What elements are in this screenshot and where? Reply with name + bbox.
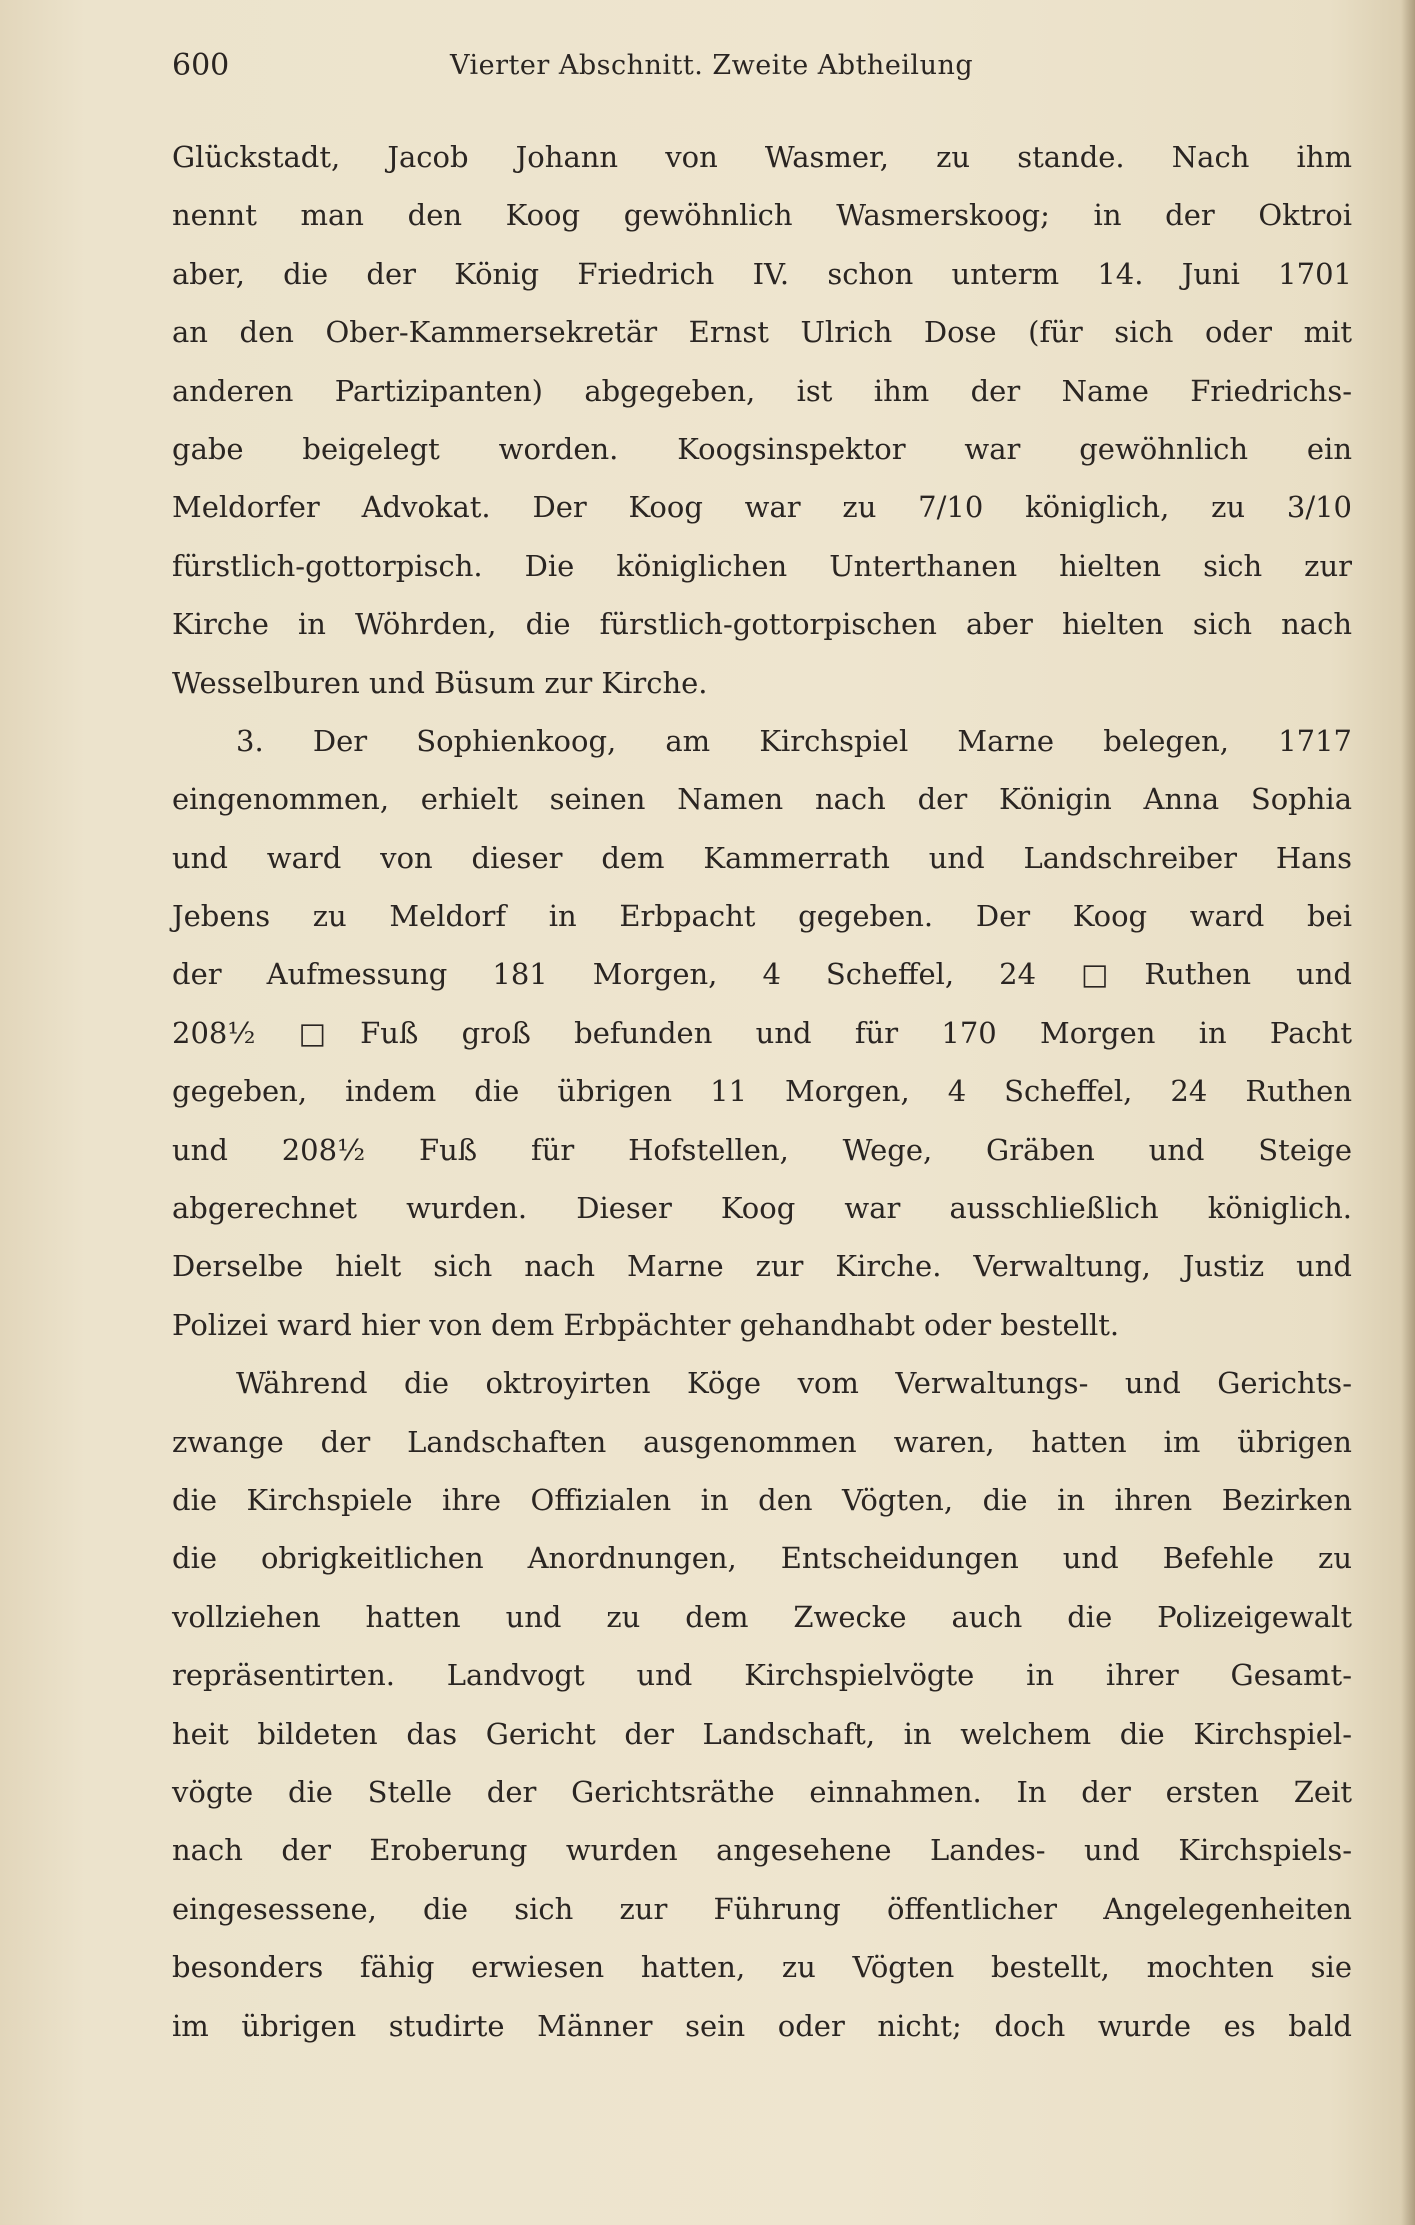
- text-line: Wesselburen und Büsum zur Kirche.: [172, 665, 708, 700]
- text-line: besonders fähig erwiesen hatten, zu Vögten bestellt, mochten sie: [172, 1950, 1352, 1985]
- text-line: gegeben, indem die übrigen 11 Morgen, 4 Scheffel, 24 Ruthen: [172, 1074, 1352, 1109]
- text-line: Derselbe hielt sich nach Marne zur Kirche. Verwaltung, Justiz und: [172, 1249, 1352, 1284]
- text-line: aber, die der König Friedrich IV. schon unterm 14. Juni 1701: [172, 256, 1352, 291]
- text-line: 3. Der Sophienkoog, am Kirchspiel Marne belegen, 1717: [236, 723, 1352, 758]
- text-line: nennt man den Koog gewöhnlich Wasmerskoog; in der Oktroi: [172, 198, 1352, 233]
- text-line: vollziehen hatten und zu dem Zwecke auch die Polizeigewalt: [172, 1599, 1352, 1634]
- text-line: an den Ober-Kammersekretär Ernst Ulrich Dose (für sich oder mit: [172, 315, 1352, 350]
- text-line: Polizei ward hier von dem Erbpächter gehandhabt oder bestellt.: [172, 1307, 1120, 1342]
- text-line: Jebens zu Meldorf in Erbpacht gegeben. Der Koog ward bei: [172, 899, 1352, 934]
- text-line: die Kirchspiele ihre Offizialen in den Vögten, die in ihren Bezirken: [172, 1482, 1352, 1517]
- text-line: Glückstadt, Jacob Johann von Wasmer, zu stande. Nach ihm: [172, 140, 1352, 174]
- text-line: die obrigkeitlichen Anordnungen, Entscheidungen und Befehle zu: [172, 1541, 1352, 1576]
- text-line: eingesessene, die sich zur Führung öffentlicher Angelegenheiten: [172, 1891, 1352, 1926]
- text-line: repräsentirten. Landvogt und Kirchspielvögte in ihrer Gesamt-: [172, 1658, 1352, 1693]
- text-line: Während die oktroyirten Köge vom Verwaltungs- und Gerichts-: [236, 1366, 1352, 1401]
- page-edge-shadow: [1401, 0, 1415, 2225]
- paragraph: [172, 1354, 1352, 2055]
- text-line: 208½ □Fuß groß befunden und für 170 Morgen in Pacht: [172, 1015, 1352, 1050]
- text-line: fürstlich-gottorpisch. Die königlichen Unterthanen hielten sich zur: [172, 548, 1352, 583]
- paragraph: [172, 128, 1352, 712]
- text-line: abgerechnet wurden. Dieser Koog war ausschließlich königlich.: [172, 1191, 1352, 1226]
- text-line: Kirche in Wöhrden, die fürstlich-gottorpischen aber hielten sich nach: [172, 607, 1352, 642]
- text-line: und 208½ Fuß für Hofstellen, Wege, Gräben und Steige: [172, 1132, 1352, 1167]
- text-line: gabe beigelegt worden. Koogsinspektor war gewöhnlich ein: [172, 431, 1352, 466]
- page-number: 600: [172, 48, 230, 83]
- text-line: nach der Eroberung wurden angesehene Landes- und Kirchspiels-: [172, 1833, 1352, 1868]
- text-line: vögte die Stelle der Gerichtsräthe einnahmen. In der ersten Zeit: [172, 1774, 1352, 1809]
- text-line: zwange der Landschaften ausgenommen waren, hatten im übrigen: [172, 1424, 1352, 1459]
- running-head: Vierter Abschnitt. Zweite Abtheilung: [450, 50, 974, 81]
- body-text: [172, 128, 1352, 2055]
- text-line: und ward von dieser dem Kammerrath und Landschreiber Hans: [172, 840, 1352, 875]
- text-line: Meldorfer Advokat. Der Koog war zu 7/10 königlich, zu 3/10: [172, 490, 1352, 525]
- text-line: im übrigen studirte Männer sein oder nicht; doch wurde es bald: [172, 2008, 1352, 2043]
- text-line: eingenommen, erhielt seinen Namen nach der Königin Anna Sophia: [172, 782, 1352, 817]
- paragraph: [172, 712, 1352, 1354]
- text-line: anderen Partizipanten) abgegeben, ist ihm der Name Friedrichs-: [172, 373, 1352, 408]
- page-header: [172, 48, 1052, 98]
- text-line: heit bildeten das Gericht der Landschaft, in welchem die Kirchspiel-: [172, 1716, 1352, 1751]
- text-line: der Aufmessung 181 Morgen, 4 Scheffel, 24 □Ruthen und: [172, 957, 1352, 992]
